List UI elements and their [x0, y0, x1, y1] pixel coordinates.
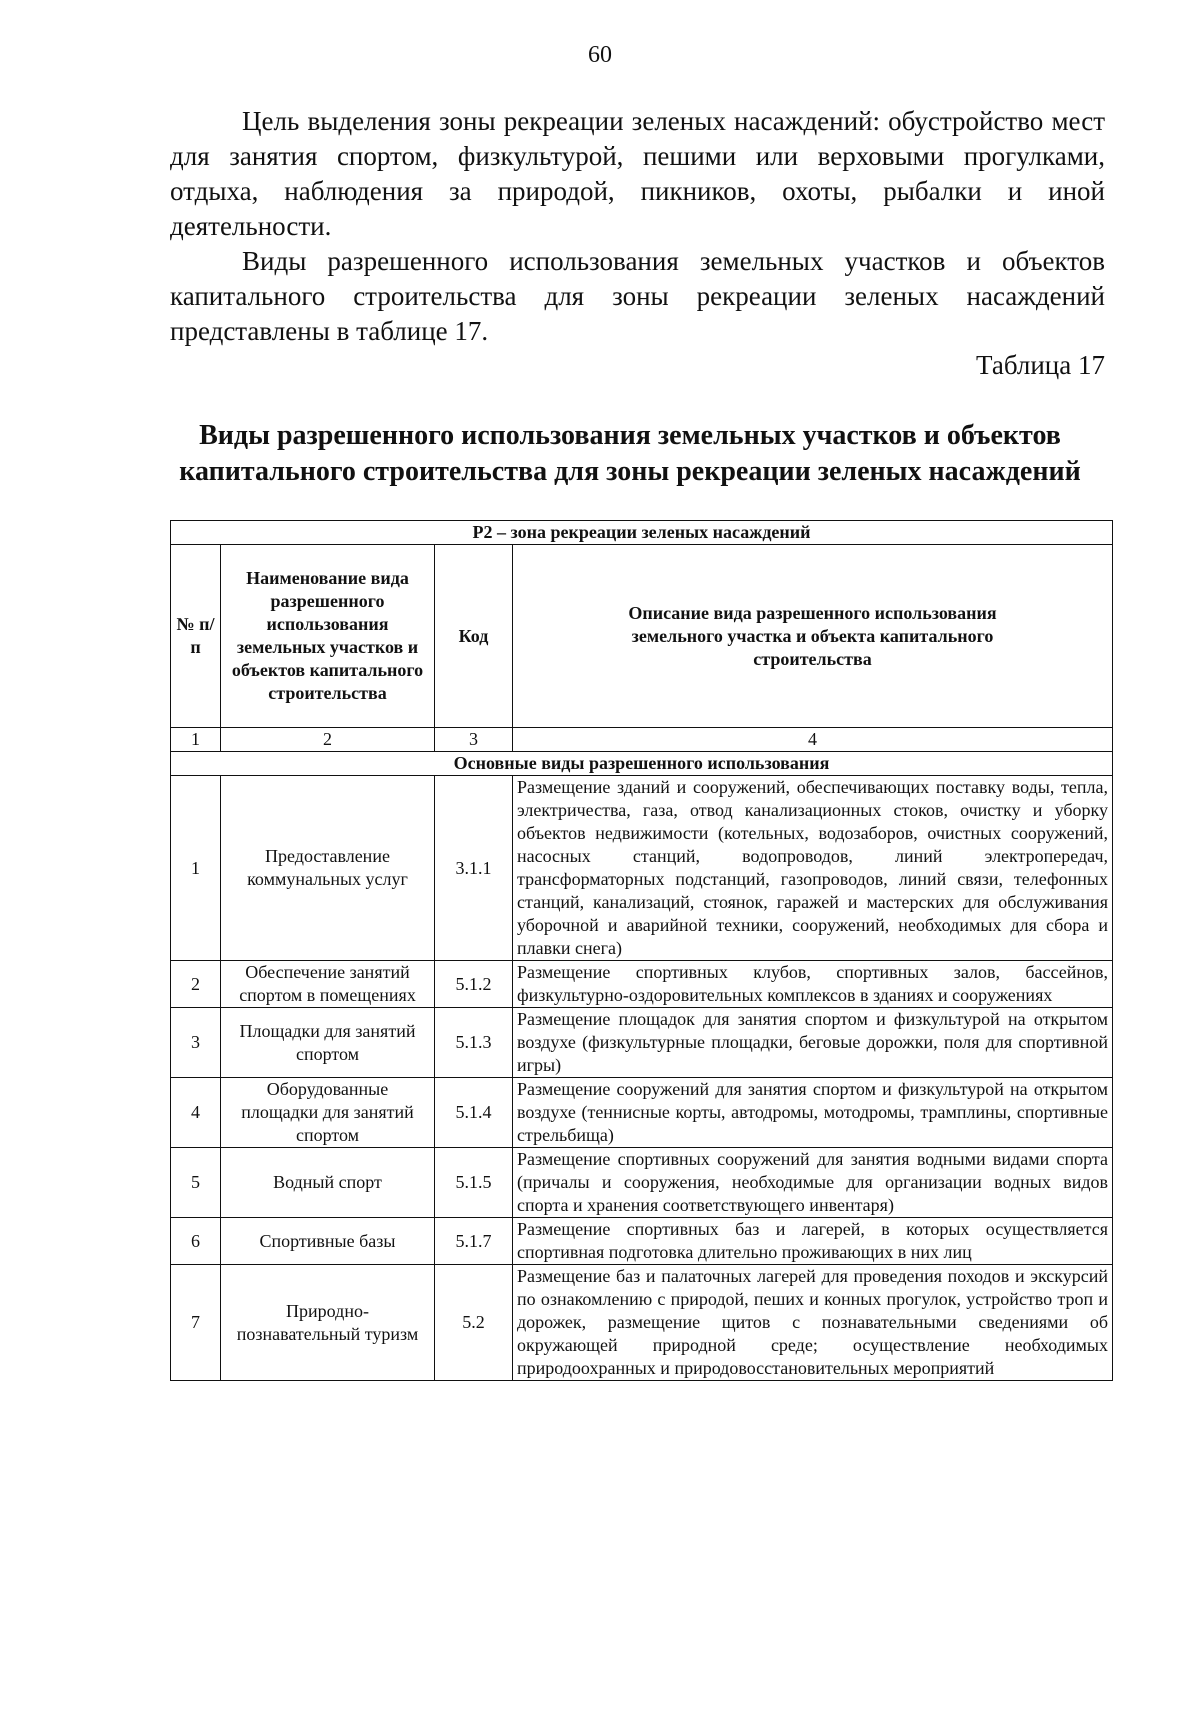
header-code: Код [435, 545, 513, 728]
row-code: 5.1.3 [435, 1008, 513, 1078]
page-number: 60 [588, 42, 612, 68]
table-row [171, 1008, 1113, 1078]
header-description: Описание вида разрешенного использования земельного участка и объекта капитального строительства [513, 545, 1113, 728]
row-number: 6 [171, 1218, 221, 1265]
table-row [171, 1265, 1113, 1381]
row-code: 5.1.4 [435, 1078, 513, 1148]
row-number: 3 [171, 1008, 221, 1078]
body-text [170, 104, 1105, 349]
table-label: Таблица 17 [976, 350, 1105, 380]
section-title: Основные виды разрешенного использования [171, 752, 1113, 776]
row-name: Обеспечение занятий спортом в помещениях [221, 961, 435, 1008]
table-row [171, 961, 1113, 1008]
column-number-4: 4 [513, 728, 1113, 752]
row-code: 5.2 [435, 1265, 513, 1381]
row-name: Оборудованные площадки для занятий спортом [221, 1078, 435, 1148]
row-code: 5.1.2 [435, 961, 513, 1008]
paragraph-reference: Виды разрешенного использования земельных участков и объектов капитального строительства для зоны рекреации зеленых насаждений представлены в таблице 17. [170, 246, 1105, 346]
row-code: 5.1.7 [435, 1218, 513, 1265]
row-description: Размещение спортивных баз и лагерей, в которых осуществляется спортивная подготовка длительно проживающих в них лиц [513, 1218, 1113, 1265]
header-name: Наименование вида разрешенного использования земельных участков и объектов капитального строительства [221, 545, 435, 728]
section-title-row [171, 752, 1113, 776]
column-number-1: 1 [171, 728, 221, 752]
table-heading: Виды разрешенного использования земельных участков и объектов капитального строительства для зоны рекреации зеленых насаждений [179, 420, 1081, 487]
header-row [171, 545, 1113, 728]
table-row [171, 1148, 1113, 1218]
row-number: 5 [171, 1148, 221, 1218]
row-code: 5.1.5 [435, 1148, 513, 1218]
header-no: № п/п [171, 545, 221, 728]
row-description: Размещение зданий и сооружений, обеспечивающих поставку воды, тепла, электричества, газа, отвод канализационных стоков, очистку и уборку объектов недвижимости (котельных, водозаборов, очистных сооружений, насосных станций, водопроводов, линий электропередач, трансформаторных подстанций, газопроводов, линий связи, телефонных станций, канализаций, стоянок, гаражей и мастерских для обслуживания уборочной и аварийной техники, сооружений, необходимых для сбора и плавки снега) [513, 776, 1113, 961]
row-code: 3.1.1 [435, 776, 513, 961]
permitted-use-table [170, 520, 1113, 1381]
row-description: Размещение спортивных клубов, спортивных залов, бассейнов, физкультурно-оздоровительных комплексов в зданиях и сооружениях [513, 961, 1113, 1008]
column-number-3: 3 [435, 728, 513, 752]
row-number: 4 [171, 1078, 221, 1148]
row-name: Спортивные базы [221, 1218, 435, 1265]
row-description: Размещение площадок для занятия спортом и физкультурой на открытом воздухе (физкультурные площадки, беговые дорожки, поля для спортивной игры) [513, 1008, 1113, 1078]
row-description: Размещение спортивных сооружений для занятия водными видами спорта (причалы и сооружения, необходимые для организации водных видов спорта и хранения соответствующего инвентаря) [513, 1148, 1113, 1218]
row-description: Размещение сооружений для занятия спортом и физкультурой на открытом воздухе (теннисные корты, автодромы, мотодромы, трамплины, спортивные стрельбища) [513, 1078, 1113, 1148]
row-number: 1 [171, 776, 221, 961]
row-name: Водный спорт [221, 1148, 435, 1218]
row-name: Площадки для занятий спортом [221, 1008, 435, 1078]
column-number-2: 2 [221, 728, 435, 752]
row-name: Природно-познавательный туризм [221, 1265, 435, 1381]
zone-title: Р2 – зона рекреации зеленых насаждений [171, 521, 1113, 545]
row-name: Предоставление коммунальных услуг [221, 776, 435, 961]
row-description: Размещение баз и палаточных лагерей для проведения походов и экскурсий по ознакомлению с природой, пеших и конных прогулок, устройство троп и дорожек, размещение щитов с познавательными сведениями об окружающей природной среде; осуществление необходимых природоохранных и природовосстановительных мероприятий [513, 1265, 1113, 1381]
column-number-row [171, 728, 1113, 752]
row-number: 2 [171, 961, 221, 1008]
table-row [171, 1218, 1113, 1265]
paragraph-purpose: Цель выделения зоны рекреации зеленых насаждений: обустройство мест для занятия спортом, физкультурой, пешими или верховыми прогулками, отдыха, наблюдения за природой, пикников, охоты, рыбалки и иной деятельности. [170, 106, 1105, 241]
row-number: 7 [171, 1265, 221, 1381]
table-row [171, 1078, 1113, 1148]
table-row [171, 776, 1113, 961]
zone-title-row [171, 521, 1113, 545]
